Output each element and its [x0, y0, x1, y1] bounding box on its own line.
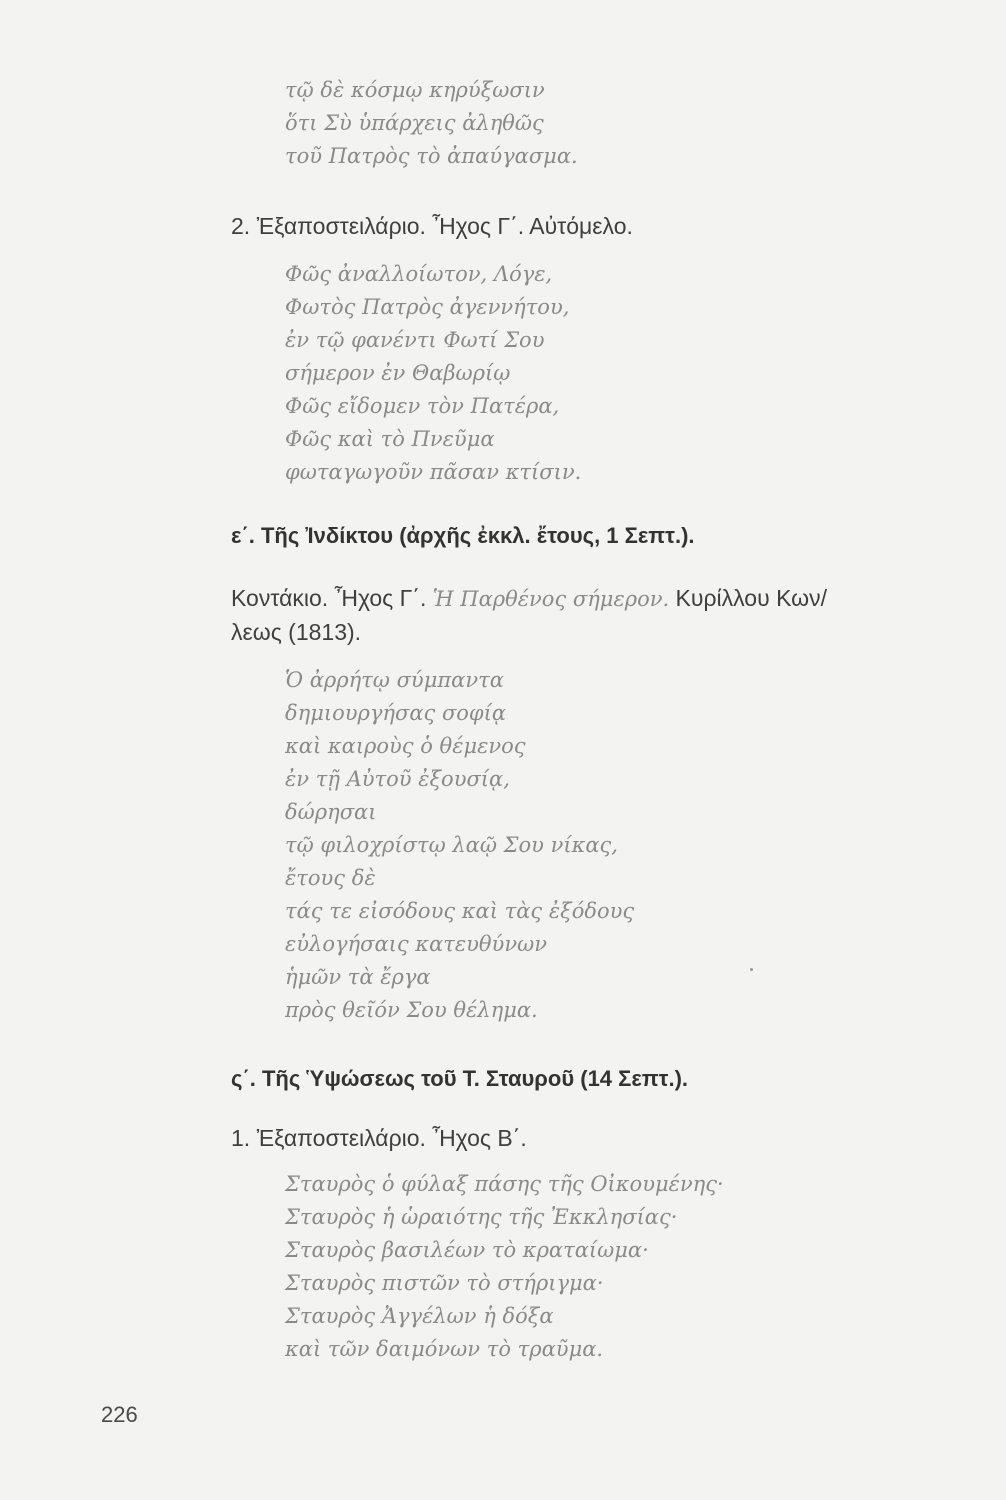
verse-line: τάς τε εἰσόδους καὶ τὰς ἐξόδους [285, 899, 635, 923]
verse-line: Σταυρὸς βασιλέων τὸ κραταίωμα· [285, 1238, 649, 1262]
verse-line: ὅτι Σὺ ὑπάρχεις ἀληθῶς [285, 111, 544, 135]
print-speck [750, 968, 753, 971]
verse-kontakion [285, 664, 634, 1027]
section-title-exaltation: ς΄. Τῆς Ὑψώσεως τοῦ Τ. Σταυροῦ (14 Σεπτ.). [231, 1066, 689, 1091]
verse-line: Φῶς καὶ τὸ Πνεῦμα [285, 427, 495, 451]
verse-line: Φωτὸς Πατρὸς ἀγεννήτου, [285, 295, 570, 319]
verse-line: πρὸς θεῖόν Σου θέλημα. [285, 998, 538, 1022]
verse-line: δώρησαι [285, 800, 377, 824]
kontakion-model: Ἡ Παρθένος σήμερον. [432, 587, 670, 611]
verse-line: τοῦ Πατρὸς τὸ ἀπαύγασμα. [285, 144, 578, 168]
page-number: 226 [101, 1402, 138, 1427]
exaposteilarion-heading-2: 1. Ἐξαποστειλάριο. Ἦχος Β΄. [231, 1125, 527, 1151]
verse-line: Σταυρὸς ἡ ὡραιότης τῆς Ἐκκλησίας· [285, 1205, 678, 1229]
verse-line: σήμερον ἐν Θαβωρίῳ [285, 361, 511, 385]
verse-top [285, 74, 578, 173]
verse-line: Ὁ ἀρρήτῳ σύμπαντα [285, 668, 504, 692]
verse-exaposteilarion [285, 258, 581, 489]
exaposteilarion-heading: 2. Ἐξαποστειλάριο. Ἦχος Γ΄. Αὐτόμελο. [231, 213, 633, 239]
verse-line: Φῶς εἴδομεν τὸν Πατέρα, [285, 394, 560, 418]
verse-line: ἡμῶν τὰ ἔργα [285, 965, 431, 989]
kontakion-label: Κοντάκιο. Ἦχος Γ΄. [231, 585, 427, 611]
verse-line: ἐν τῇ Αὐτοῦ ἐξουσίᾳ, [285, 767, 510, 791]
verse-line: Φῶς ἀναλλοίωτον, Λόγε, [285, 262, 553, 286]
verse-line: καὶ καιροὺς ὁ θέμενος [285, 734, 526, 758]
section-title-indiction: ε΄. Τῆς Ἰνδίκτου (ἀρχῆς ἐκκλ. ἔτους, 1 Σεπτ.). [231, 523, 695, 548]
verse-line: τῷ δὲ κόσμῳ κηρύξωσιν [285, 78, 545, 102]
kontakion-heading [231, 582, 871, 649]
verse-cross [285, 1168, 724, 1366]
verse-line: καὶ τῶν δαιμόνων τὸ τραῦμα. [285, 1337, 604, 1361]
verse-line: Σταυρὸς πιστῶν τὸ στήριγμα· [285, 1271, 604, 1295]
verse-line: τῷ φιλοχρίστῳ λαῷ Σου νίκας, [285, 833, 618, 857]
verse-line: φωταγωγοῦν πᾶσαν κτίσιν. [285, 460, 582, 484]
verse-line: Σταυρὸς ὁ φύλαξ πάσης τῆς Οἰκουμένης· [285, 1172, 724, 1196]
verse-line: Σταυρὸς Ἀγγέλων ἡ δόξα [285, 1304, 554, 1328]
verse-line: δημιουργήσας σοφίᾳ [285, 701, 507, 725]
verse-line: εὐλογήσαις κατευθύνων [285, 932, 547, 956]
kontakion-author: Κυρίλλου Κων/λεως (1813). [231, 585, 827, 645]
verse-line: ἐν τῷ φανέντι Φωτί Σου [285, 328, 545, 352]
verse-line: ἔτους δὲ [285, 866, 376, 890]
